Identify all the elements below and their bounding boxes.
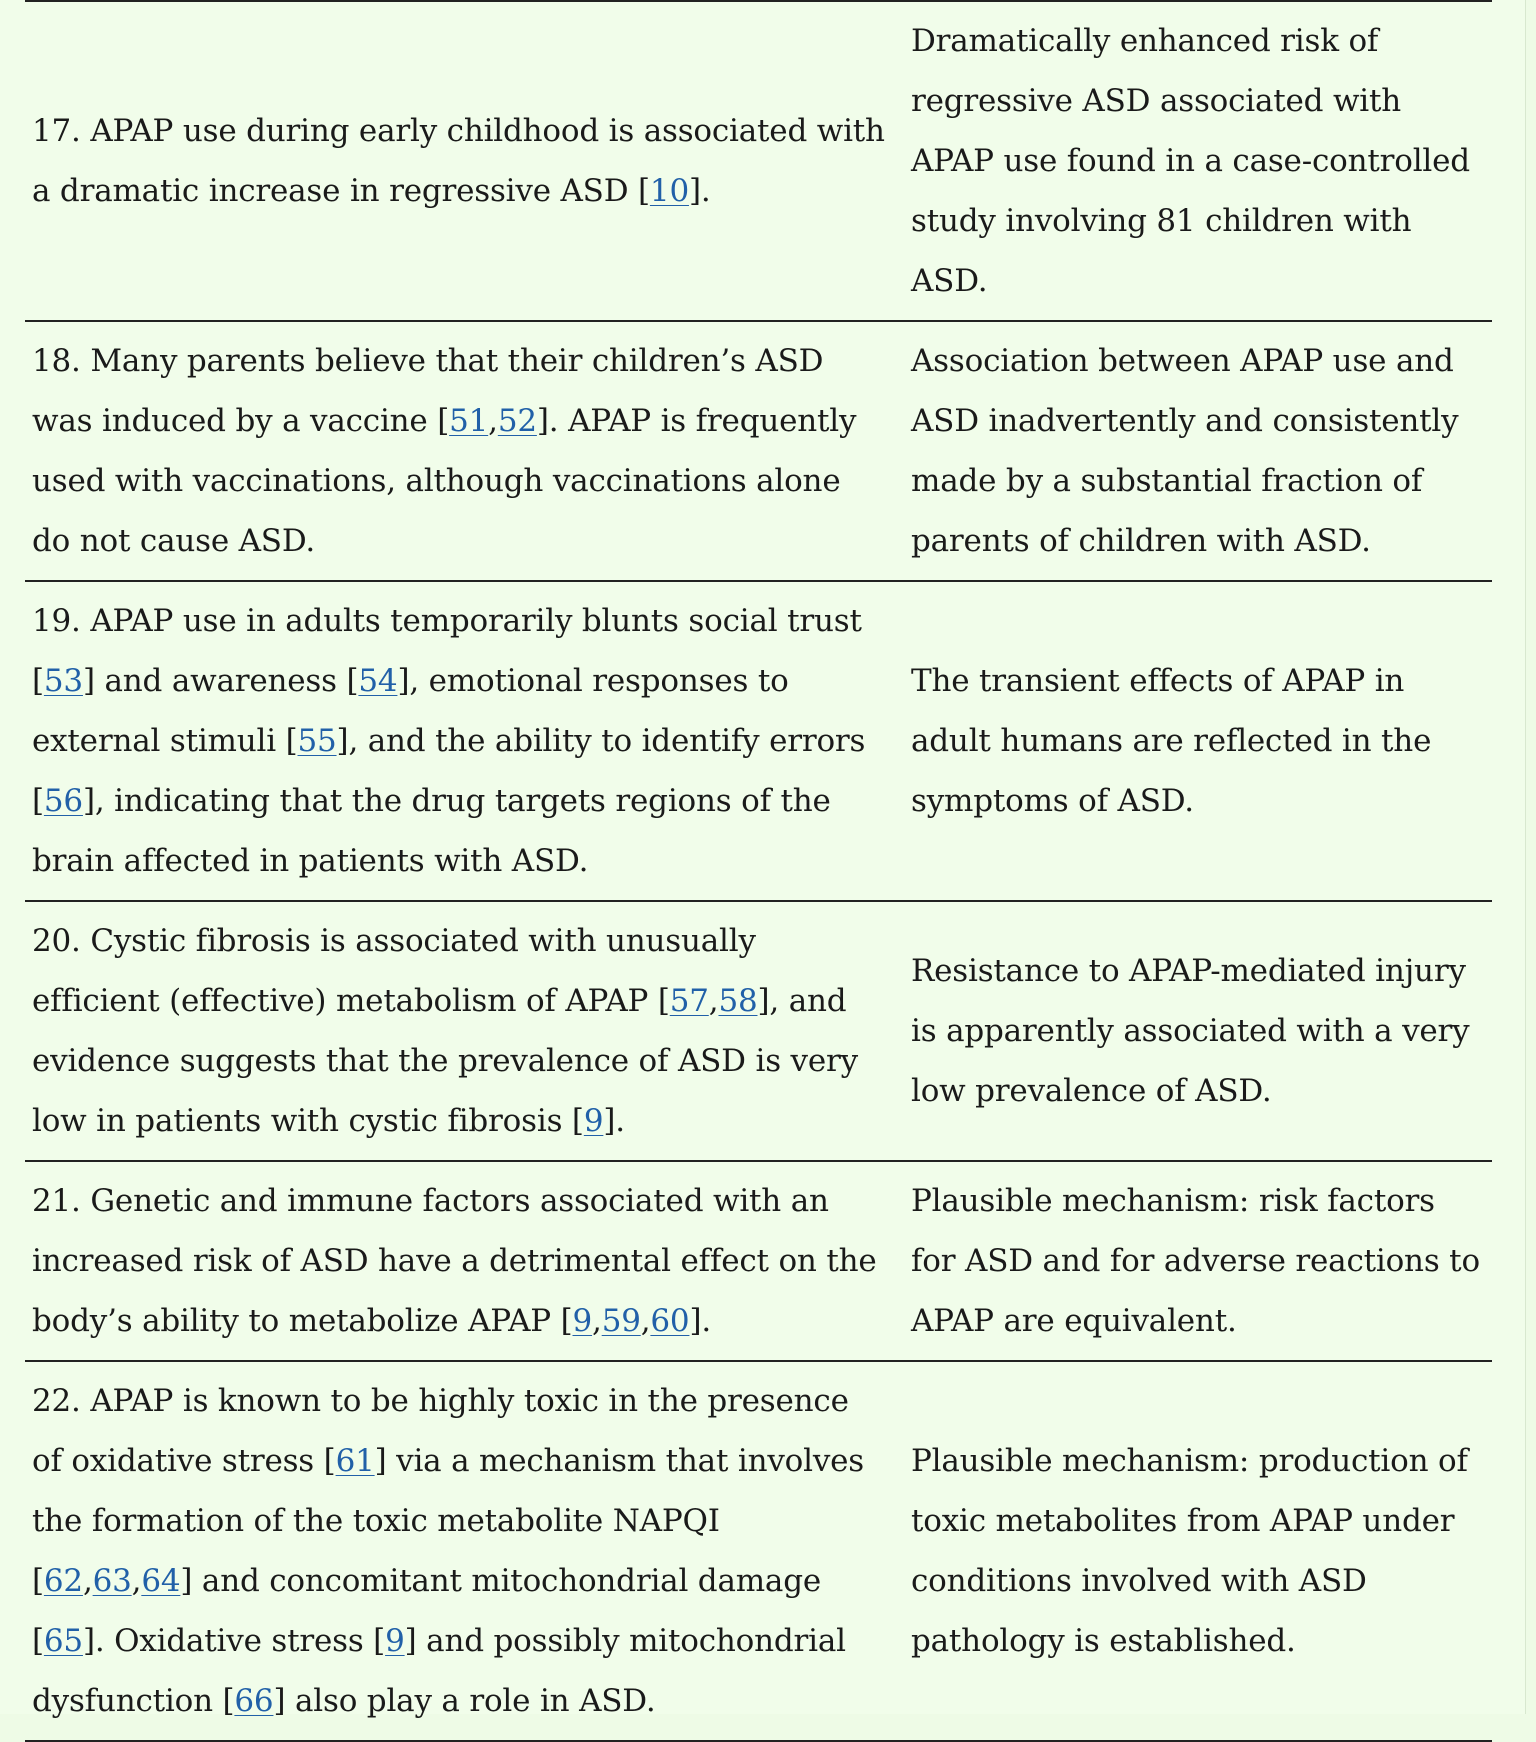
- note-cell: Dramatically enhanced risk of regressive ASD associated with APAP use found in a case-controlled study involving 81 children with ASD.: [911, 23, 1470, 299]
- claim-text: ] and possibly mitochondrial dysfunction [: [32, 1623, 846, 1719]
- claim-text: ], and evidence suggests that the prevalence of ASD is very low in patients with cystic fibrosis [: [32, 983, 858, 1139]
- claim-text: ,: [488, 403, 498, 439]
- reference-link[interactable]: 60: [650, 1303, 690, 1339]
- claim-text: 22. APAP is known to be highly toxic in the presence of oxidative stress [: [32, 1383, 849, 1479]
- claim-cell: [25, 581, 902, 901]
- reference-link[interactable]: 53: [43, 663, 83, 699]
- claim-text: ,: [640, 1303, 651, 1339]
- claim-text: ,: [82, 1563, 93, 1599]
- reference-link[interactable]: 64: [141, 1563, 181, 1599]
- claim-text: ,: [131, 1563, 142, 1599]
- claim-text: 18. Many parents believe that their children’s ASD was induced by a vaccine [: [32, 343, 824, 439]
- claim-text: ] via a mechanism that involves the formation of the toxic metabolite NAPQI [: [32, 1443, 865, 1599]
- evidence-table: [25, 0, 1492, 1742]
- reference-link[interactable]: 52: [497, 403, 537, 439]
- claim-cell: [25, 1361, 902, 1741]
- claim-cell: [25, 1161, 902, 1361]
- claim-text: ] and awareness [: [82, 663, 359, 699]
- claim-text: ,: [592, 1303, 602, 1339]
- table-row: [25, 901, 1492, 1161]
- reference-link[interactable]: 9: [572, 1303, 593, 1339]
- claim-text: ,: [708, 983, 719, 1019]
- reference-link[interactable]: 61: [335, 1443, 375, 1479]
- note-cell: Plausible mechanism: risk factors for ASD and for adverse reactions to APAP are equivalent.: [911, 1183, 1480, 1339]
- claim-text: ], and the ability to identify errors [: [32, 723, 866, 819]
- claim-text: 21. Genetic and immune factors associated with an increased risk of ASD have a detrimental effect on the body’s ability to metabolize APAP [: [32, 1183, 877, 1339]
- claim-text: ].: [689, 1303, 711, 1339]
- claim-text: 17. APAP use during early childhood is associated with a dramatic increase in regressive ASD [: [32, 113, 885, 209]
- note-cell: Plausible mechanism: production of toxic metabolites from APAP under conditions involved with ASD pathology is established.: [911, 1443, 1468, 1659]
- table-row: [25, 1, 1492, 321]
- claim-text: ].: [688, 173, 711, 209]
- reference-link[interactable]: 57: [669, 983, 709, 1019]
- reference-link[interactable]: 54: [358, 663, 398, 699]
- reference-link[interactable]: 58: [718, 983, 758, 1019]
- claim-text: ], indicating that the drug targets regions of the brain affected in patients with ASD.: [32, 783, 831, 879]
- claim-text: 19. APAP use in adults temporarily blunts social trust [: [32, 603, 862, 699]
- note-cell: Resistance to APAP-mediated injury is apparently associated with a very low prevalence of ASD.: [911, 953, 1470, 1109]
- reference-link[interactable]: 10: [649, 173, 689, 209]
- claim-text: ]. Oxidative stress [: [82, 1623, 386, 1659]
- evidence-table-container: [25, 0, 1492, 1742]
- claim-text: ]. APAP is frequently used with vaccinations, although vaccinations alone do not cause ASD.: [32, 403, 857, 559]
- table-row: [25, 321, 1492, 581]
- reference-link[interactable]: 55: [297, 723, 337, 759]
- table-row: [25, 1161, 1492, 1361]
- reference-link[interactable]: 63: [92, 1563, 132, 1599]
- reference-link[interactable]: 9: [385, 1623, 405, 1659]
- reference-link[interactable]: 56: [43, 783, 83, 819]
- table-row: [25, 581, 1492, 901]
- reference-link[interactable]: 9: [583, 1103, 604, 1139]
- evidence-table-body: [25, 1, 1492, 1741]
- reference-link[interactable]: 65: [43, 1623, 83, 1659]
- reference-link[interactable]: 62: [43, 1563, 83, 1599]
- table-row: [25, 1361, 1492, 1741]
- claim-text: ].: [603, 1103, 625, 1139]
- claim-text: ] also play a role in ASD.: [273, 1683, 656, 1719]
- claim-text: ] and concomitant mitochondrial damage [: [32, 1563, 822, 1659]
- claim-text: ], emotional responses to external stimuli [: [32, 663, 789, 759]
- reference-link[interactable]: 66: [234, 1683, 274, 1719]
- claim-cell: [25, 321, 902, 581]
- claim-text: 20. Cystic fibrosis is associated with unusually efficient (effective) metabolism of APAP [: [32, 923, 756, 1019]
- claim-cell: [25, 901, 902, 1161]
- note-cell: Association between APAP use and ASD inadvertently and consistently made by a substantial fraction of parents of children with ASD.: [911, 343, 1459, 559]
- claim-cell: [25, 1, 902, 321]
- reference-link[interactable]: 51: [449, 403, 489, 439]
- reference-link[interactable]: 59: [601, 1303, 641, 1339]
- note-cell: The transient effects of APAP in adult humans are reflected in the symptoms of ASD.: [911, 663, 1432, 819]
